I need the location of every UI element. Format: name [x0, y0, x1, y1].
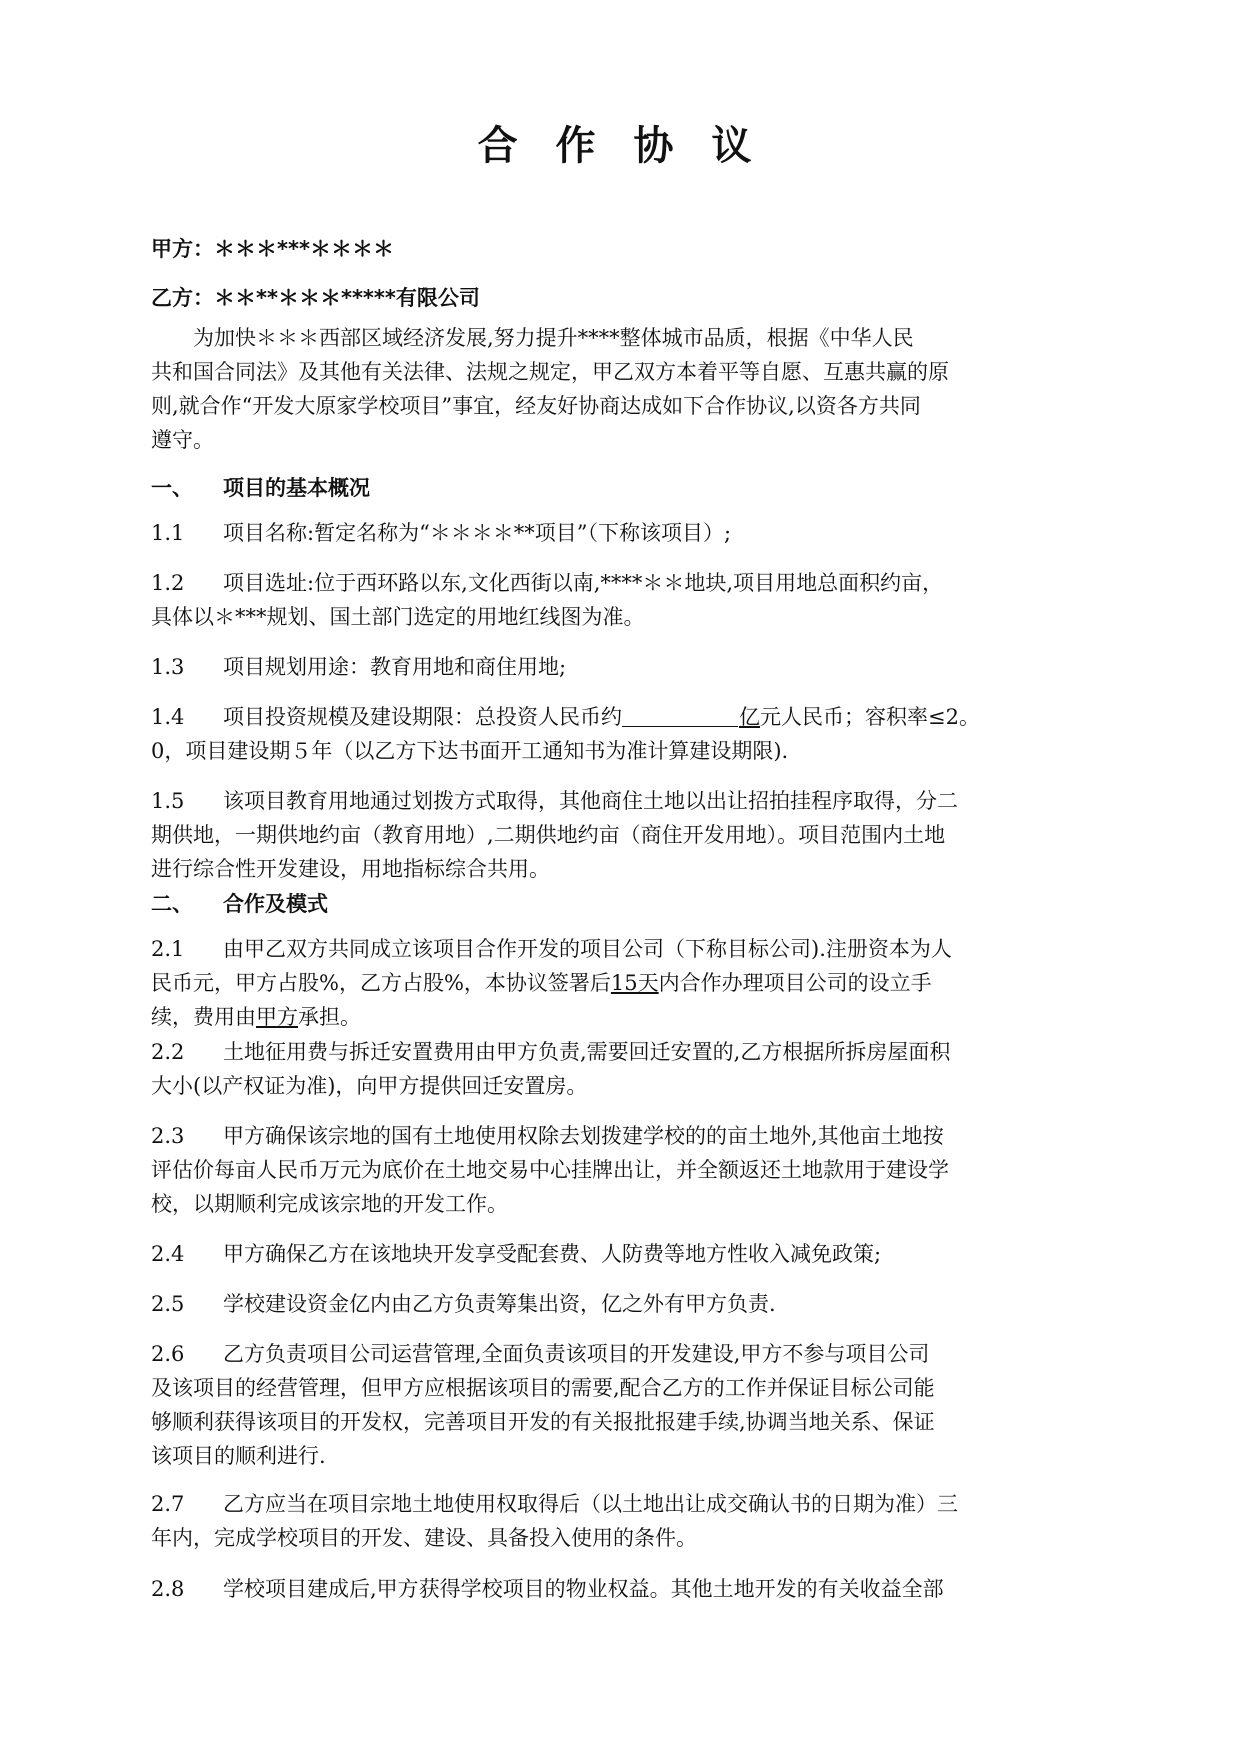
clause-2-4 — [151, 1237, 1091, 1271]
clause-text: 够顺利获得该项目的开发权，完善项目开发的有关报批报建手续,协调当地关系、保证 — [151, 1410, 935, 1434]
clause-number: 2.7 — [151, 1492, 185, 1516]
section-title: 合作及模式 — [223, 892, 328, 916]
clause-2-5 — [151, 1287, 1091, 1321]
fill-in-blank — [622, 704, 738, 727]
clause-text: 元人民币；容积率≤2。 — [760, 705, 980, 729]
clause-1-2 — [151, 566, 1091, 634]
clause-number: 2.1 — [151, 937, 185, 961]
clause-2-2 — [151, 1035, 1091, 1103]
section-heading-2 — [151, 887, 1091, 921]
clause-2-6 — [151, 1337, 1091, 1473]
clause-2-3 — [151, 1119, 1091, 1221]
underlined-unit: 亿 — [739, 705, 760, 729]
section-heading-1 — [151, 471, 1091, 505]
clause-text: 续，费用由 — [151, 1005, 256, 1029]
clause-text: 甲方确保该宗地的国有土地使用权除去划拨建学校的的亩土地外,其他亩土地按 — [223, 1124, 944, 1148]
underlined-term: 15天 — [610, 971, 659, 995]
clause-text: 乙方负责项目公司运营管理,全面负责该项目的开发建设,甲方不参与项目公司 — [223, 1342, 930, 1366]
clause-text: 民币元，甲方占股%，乙方占股%，本协议签署后 — [151, 971, 611, 995]
preamble-line: 共和国合同法》及其他有关法律、法规之规定，甲乙双方本着平等自愿、互惠共赢的原 — [151, 360, 949, 384]
clause-number: 1.3 — [151, 655, 185, 679]
section-number: 二、 — [151, 892, 193, 916]
clause-number: 2.8 — [151, 1577, 185, 1601]
section-title: 项目的基本概况 — [223, 476, 370, 500]
clause-text: 大小(以产权证为准)，向甲方提供回迁安置房。 — [151, 1074, 588, 1098]
clause-text: 校，以期顺利完成该宗地的开发工作。 — [151, 1192, 508, 1216]
clause-text: 甲方确保乙方在该地块开发享受配套费、人防费等地方性收入减免政策; — [223, 1242, 882, 1266]
clause-text: 期供地，一期供地约亩（教育用地）,二期供地约亩（商住开发用地）。项目范围内土地 — [151, 823, 946, 847]
clause-number: 1.4 — [151, 705, 185, 729]
clause-text: 学校建设资金亿内由乙方负责筹集出资，亿之外有甲方负责. — [223, 1292, 776, 1316]
clause-text: 项目选址:位于西环路以东,文化西街以南,****＊＊地块,项目用地总面积约亩， — [223, 571, 944, 595]
clause-text: 及该项目的经营管理，但甲方应根据该项目的需要,配合乙方的工作并保证目标公司能 — [151, 1376, 935, 1400]
clause-text: 评估价每亩人民币万元为底价在土地交易中心挂牌出让，并全额返还土地款用于建设学 — [151, 1158, 949, 1182]
preamble-line: 为加快＊＊＊西部区域经济发展,努力提升****整体城市品质，根据《中华人民 — [193, 326, 914, 350]
party-a: 甲方：＊＊＊***＊＊＊＊ — [151, 237, 394, 261]
clause-1-5 — [151, 784, 1091, 886]
party-b: 乙方：＊＊**＊＊＊*****有限公司 — [151, 286, 480, 310]
document-title: 合 作 协 议 — [477, 123, 764, 169]
clause-number: 2.2 — [151, 1040, 185, 1064]
clause-text: 0，项目建设期５年（以乙方下达书面开工通知书为准计算建设期限). — [151, 739, 789, 763]
section-number: 一、 — [151, 476, 193, 500]
clause-text: 进行综合性开发建设，用地指标综合共用。 — [151, 857, 550, 881]
clause-text: 该项目的顺利进行. — [151, 1444, 326, 1468]
clause-2-8 — [151, 1572, 1091, 1606]
underlined-term: 甲方 — [256, 1005, 298, 1029]
clause-1-3 — [151, 650, 1091, 684]
clause-2-7 — [151, 1487, 1091, 1555]
clause-text: 该项目教育用地通过划拨方式取得，其他商住土地以出让招拍挂程序取得，分二 — [223, 789, 958, 813]
clause-number: 2.4 — [151, 1242, 185, 1266]
clause-text: 学校项目建成后,甲方获得学校项目的物业权益。其他土地开发的有关收益全部 — [223, 1577, 944, 1601]
clause-text: 项目规划用途：教育用地和商住用地; — [223, 655, 567, 679]
clause-1-1 — [151, 516, 1091, 550]
clause-text: 承担。 — [298, 1005, 361, 1029]
clause-number: 2.3 — [151, 1124, 185, 1148]
preamble-paragraph — [151, 321, 1091, 457]
clause-number: 2.5 — [151, 1292, 185, 1316]
clause-text: 土地征用费与拆迁安置费用由甲方负责,需要回迁安置的,乙方根据所拆房屋面积 — [223, 1040, 951, 1064]
clause-text: 年内，完成学校项目的开发、建设、具备投入使用的条件。 — [151, 1526, 697, 1550]
clause-number: 1.2 — [151, 571, 185, 595]
clause-2-1 — [151, 932, 1091, 1034]
clause-text: 内合作办理项目公司的设立手 — [658, 971, 932, 995]
clause-text: 乙方应当在项目宗地土地使用权取得后（以土地出让成交确认书的日期为准）三 — [223, 1492, 958, 1516]
preamble-line: 遵守。 — [151, 428, 214, 452]
clause-1-4 — [151, 700, 1091, 768]
clause-number: 1.1 — [151, 521, 185, 545]
clause-text: 具体以＊***规划、国土部门选定的用地红线图为准。 — [151, 605, 645, 629]
clause-number: 1.5 — [151, 789, 185, 813]
clause-text: 由甲乙双方共同成立该项目合作开发的项目公司（下称目标公司).注册资本为人 — [223, 937, 952, 961]
clause-text: 项目名称:暂定名称为“＊＊＊＊**项目”（下称该项目）; — [223, 521, 732, 545]
clause-number: 2.6 — [151, 1342, 185, 1366]
preamble-line: 则,就合作“开发大原家学校项目”事宜，经友好协商达成如下合作协议,以资各方共同 — [151, 394, 921, 418]
clause-text: 项目投资规模及建设期限：总投资人民币约 — [223, 705, 622, 729]
